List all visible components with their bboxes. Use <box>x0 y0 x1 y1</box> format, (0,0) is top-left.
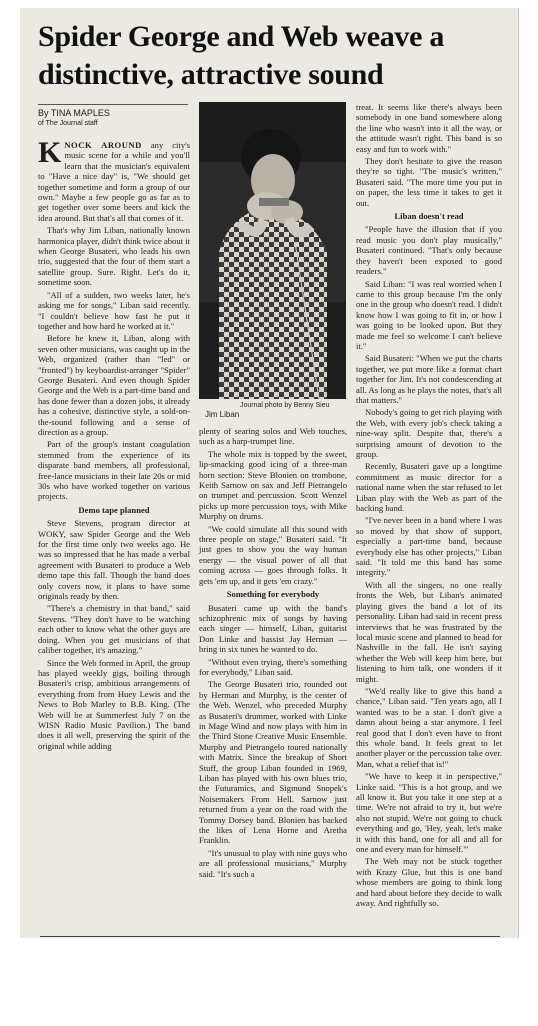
paragraph: "There's a chemistry in that band," said Stevens. "They don't have to be watching each other to know what the other guys are doing. When you get musicians of that caliber together, it's amazing." <box>38 603 190 656</box>
lead-paragraph-text: any city's music scene for a while and you'll learn that the musician's equivalent to "Have a nice day" is, "We should get together sometime and form a group of our own." Maybe a few people go as far as to get together over some beers and kick the idea around. But that's all that comes of it. <box>38 140 191 223</box>
paragraph: Steve Stevens, program director at WOKY, saw Spider George and the Web for the first time only two weeks ago. He was so impressed that he has made a verbal agreement with Busateri to produce a Web demo tape this fall. Though the band does only covers now, it plans to have some originals ready by then. <box>38 518 190 602</box>
paragraph: Said Busateri: "When we put the charts together, we put more like a format chart together for Jim. It's not condescending at all. As long as he plays the notes, that's all that matters." <box>356 353 502 405</box>
subhead-something-for-everybody: Something for everybody <box>226 589 320 600</box>
lead-caps: NOCK AROUND <box>64 140 142 150</box>
headline: Spider George and Web weave a distinctive, attractive sound <box>38 20 445 91</box>
paragraph: They don't hesitate to give the reason they're so tight. "The music's written," Busateri said. "The more time you put in on paper, the less time it takes to get it out. <box>356 156 502 208</box>
lead-paragraph <box>38 136 191 223</box>
paragraph: "We could simulate all this sound with three people on stage," Busateri said. "It just goes to show you the way human energy — the visual power of all that coming across — goes through folks. It gets 'em up, and it gets 'em crazy." <box>199 523 347 586</box>
paragraph: "It's unusual to play with nine guys who are all professional musicians," Murphy said. "It's such a <box>199 847 347 879</box>
byline: By TINA MAPLES <box>38 108 110 118</box>
byline-affiliation: of The Journal staff <box>38 120 98 127</box>
subhead-demo-tape: Demo tape planned <box>78 504 150 515</box>
paragraph: "We have to keep it in perspective," Linke said. "This is a hot group, and we all know it. But you take it one step at a time. We're not afraid to try it, but we're also not stupid. We're not going to chuck everything and go, 'Hey, yeah, let's make it with this band, one for all and all for one and every man for himself.'" <box>356 771 502 855</box>
photo-caption: Jim Liban <box>205 410 240 419</box>
paragraph: Said Liban: "I was real worried when I came to this group because I'm the only one in the group who doesn't read. I didn't know how I was going to fit in, or how I was going to be looked upon. But they made me feel so welcome I can't believe it." <box>356 278 502 351</box>
paragraph: With all the singers, no one really fronts the Web, but Liban's animated playing gives the band a lot of its personality. Liban had said in recent press interviews that he was frustrated by the local music scene and planned to head for Nashville in the fall. He isn't saying whether the Web will keep him here, but listening to him talk, one wonders if it might. <box>356 579 502 684</box>
article-column-1 <box>38 136 191 753</box>
subhead-liban-doesnt-read: Liban doesn't read <box>394 211 464 222</box>
paragraph: Recently, Busateri gave up a longtime commitment as music director for a national name when the star refused to let Liban play with the Web as part of the backing band. <box>356 461 502 514</box>
paragraph: Since the Web formed in April, the group has played weekly gigs, boiling through Busateri's crisp, ambitious arrangements of everything from from Huey Lewis and the News to Bob Marley to B.B. King. (The Web will be at Summerfest July 7 on the WISN Radio Music Pavilion.) The band does it all well, preserving the spirit of the original while adding <box>38 657 190 751</box>
article-column-3 <box>356 102 502 910</box>
paragraph: The George Busateri trio, rounded out by Herman and Murphy, is the center of the Web. Wenzel, who preceded Murphy as Busateri's drummer, worked with Linke in Mage Wind and now plays with him in the Third Stone Creative Music Ensemble. Murphy and Pietrangelo toured nationally with Matrix. Since the breakup of Short Stuff, the group Liban founded in 1969, Liban has played with his own blues trio, the Futuramics, and Sigmund Snopek's Noisemakers From Hell. Sarnow just returned from a year on the road with the Tommy Dorsey band. Blonien has backed the likes of Lena Horne and Aretha Franklin. <box>199 679 347 846</box>
paragraph: "Without even trying, there's something for everybody," Liban said. <box>199 656 347 677</box>
article-column-2 <box>199 426 347 881</box>
byline-rule <box>38 104 188 105</box>
paragraph: plenty of searing solos and Web touches, such as a harp-trumpet line. <box>199 426 347 447</box>
harmonica-player-image <box>199 102 346 399</box>
bottom-rule <box>40 936 500 937</box>
photo-jim-liban <box>199 102 346 399</box>
paragraph: Part of the group's instant coagulation stemmed from the experience of its disparate band members, all professional, free-lance musicians in their late 20s or mid 30s who have worked together on various projects. <box>38 439 190 502</box>
drop-cap: K <box>38 136 62 169</box>
paragraph: "All of a sudden, two weeks later, he's asking me for songs," Liban said recently. "I couldn't believe how fast he put it together and how hard he worked at it." <box>38 289 190 331</box>
paragraph: Busateri came up with the band's schizophrenic mix of songs by having each singer — himself, Liban, guitarist Don Linke and bassist Jay Herman — bring in six tunes he wanted to do. <box>199 602 347 655</box>
paragraph: Before he knew it, Liban, along with seven other musicians, was caught up in the Web, organized (rather than "led" or "fronted") by keyboardist-arranger "Spider" George Busateri. And even though Spider George and the Web is a part-time band and has done fewer than a dozen jobs, it already has a cohesive, distinctive style, a sold-on-the-sound following and a sense of direction as a group. <box>38 333 190 437</box>
paragraph: "People have the illusion that if you read music you don't play musically," Busateri continued. "That's only because they haven't been exposed to good readers." <box>356 224 502 277</box>
paragraph: Nobody's going to get rich playing with the Web, with every job's check taking a nine-way split. Despite that, there's a surprising amount of devotion to the group. <box>356 407 502 459</box>
paragraph: The Web may not be stuck together with Krazy Glue, but this is one band whose members are going to think long and hard about before they decide to walk away. And rightfully so. <box>356 856 502 909</box>
paragraph: The whole mix is topped by the sweet, lip-smacking good icing of a three-man horn section: Steve Blonien on trombone, Keith Sarnow on sax and Jeff Pietrangelo on trumpet and percussion. Scott Wenzel picks up more percussion toys, with Mike Murphy on drums. <box>199 448 347 522</box>
paragraph: treat. It seems like there's always been somebody in one band somewhere along the line who wasn't into it all the way, or the attitude wasn't right. This band is so easy and fun to work with." <box>356 102 502 154</box>
photo-credit: Journal photo by Benny Sieu <box>240 402 330 409</box>
paragraph: "We'd really like to give this band a chance," Liban said. "Ten years ago, all I wanted was to be a star. I don't give a damn about being a star anymore. I feel real good that I don't even have to front this whole band. It feels great to let another player or the percussion take over. Man, what a relief that is!" <box>356 685 502 769</box>
paragraph: That's why Jim Liban, nationally known harmonica player, didn't think twice about it when George Busateri, who leads his own trio, suggested that the four of them start a satellite group. Sure. Right. Let's do it, sometime soon. <box>38 225 190 288</box>
paragraph: "I've never been in a band where I was so moved by that show of support, especially a part-time band, because everybody else has other projects," Liban said. "It told me this band has some integrity." <box>356 515 502 578</box>
